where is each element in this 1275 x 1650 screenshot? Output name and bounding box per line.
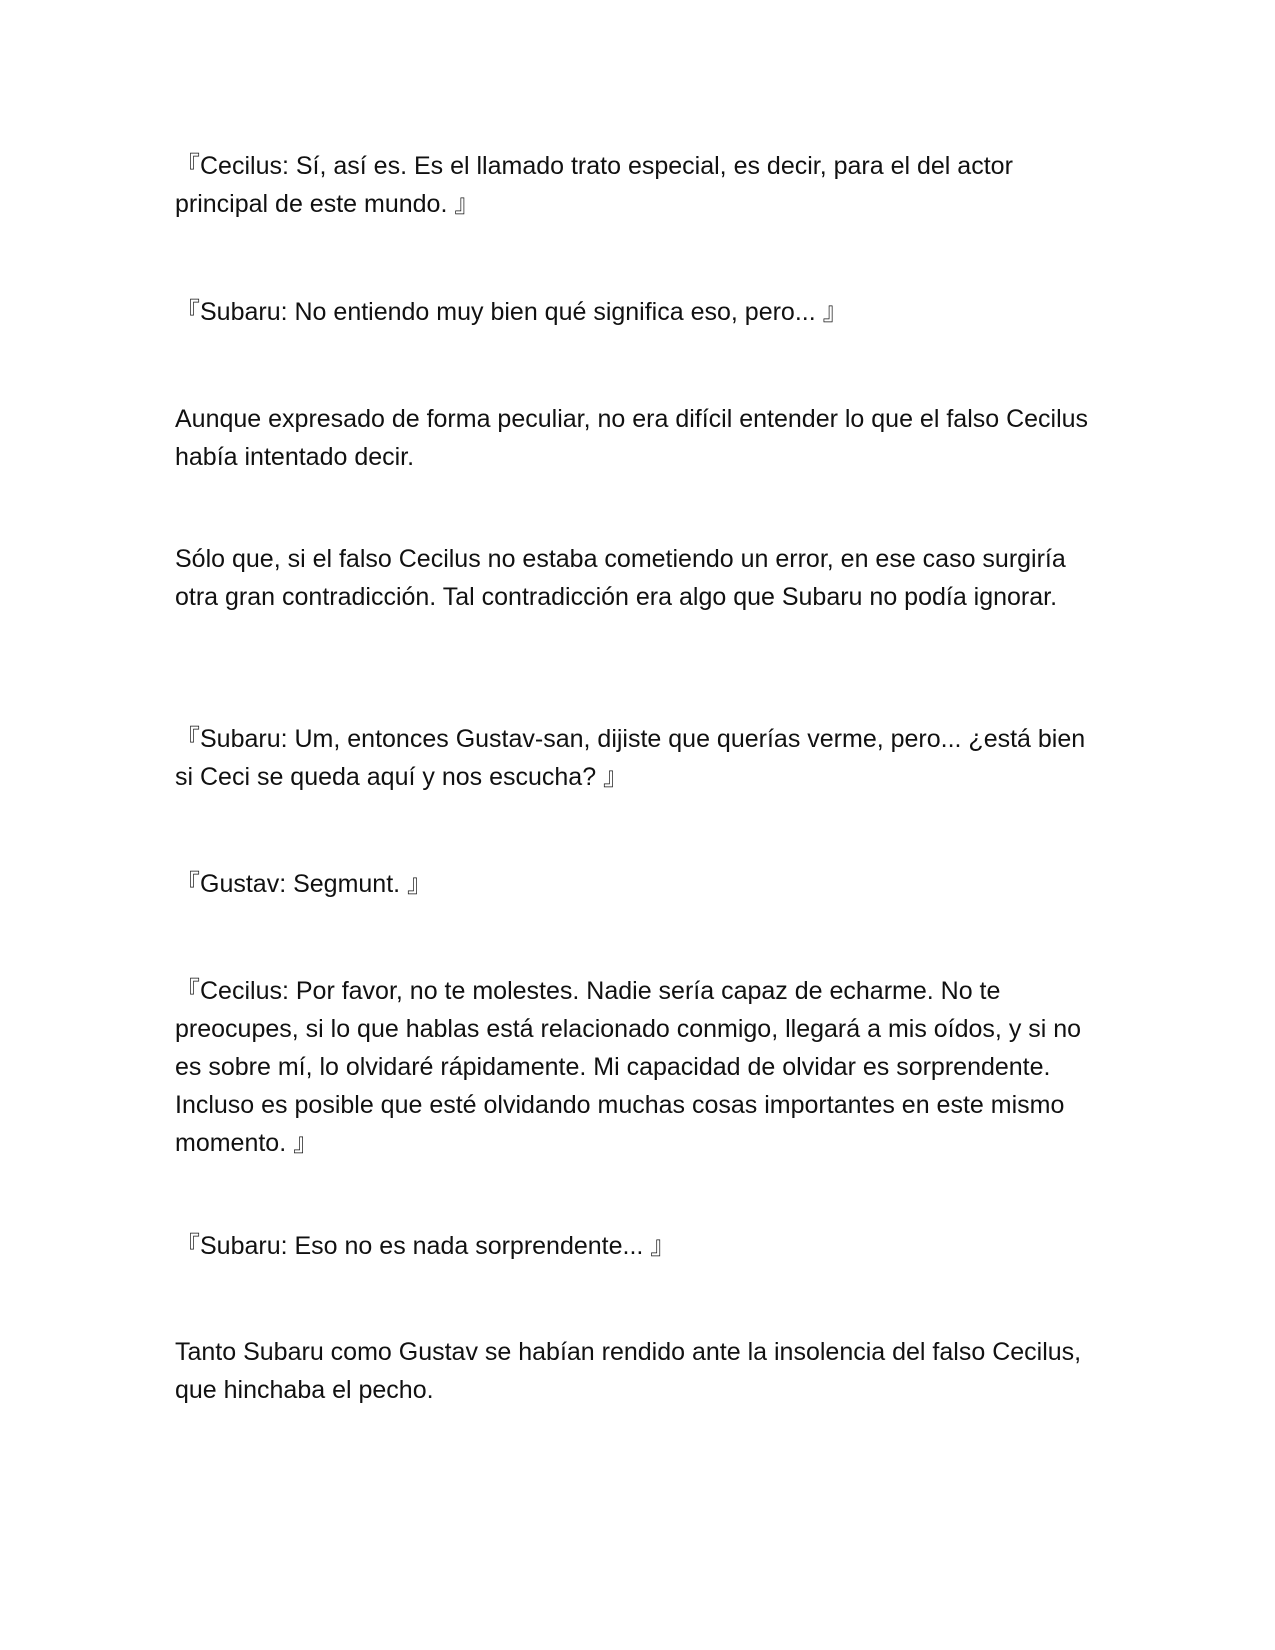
narration-paragraph-2: Sólo que, si el falso Cecilus no estaba cometiendo un error, en ese caso surgiría otra gran contradicción. Tal contradicción era algo que Subaru no podía ignorar. [175,545,1066,611]
dialogue-paragraph-cecilus-2: 『Cecilus: Por favor, no te molestes. Nadie sería capaz de echarme. No te preocupes, si lo que hablas está relacionado conmigo, llegará a mis oídos, y si no es sobre mí, lo olvidaré rápidamente. Mi capacidad de olvidar es sorprendente. Incluso es posible que esté olvidando muchas cosas importantes en este mismo momento. 』 [175,977,1082,1157]
dialogue-paragraph-gustav-1: 『Gustav: Segmunt. 』 [175,870,433,898]
dialogue-paragraph-cecilus-1: 『Cecilus: Sí, así es. Es el llamado trato especial, es decir, para el del actor principal de este mundo. 』 [175,152,1013,218]
dialogue-paragraph-subaru-1: 『Subaru: No entiendo muy bien qué significa eso, pero... 』 [175,298,848,326]
narration-paragraph-3: Tanto Subaru como Gustav se habían rendido ante la insolencia del falso Cecilus, que hinchaba el pecho. [175,1338,1082,1404]
dialogue-paragraph-subaru-3: 『Subaru: Eso no es nada sorprendente... 』 [175,1232,676,1260]
dialogue-paragraph-subaru-2: 『Subaru: Um, entonces Gustav-san, dijiste que querías verme, pero... ¿está bien si Ceci se queda aquí y nos escucha? 』 [175,725,1086,791]
narration-paragraph-1: Aunque expresado de forma peculiar, no era difícil entender lo que el falso Cecilus había intentado decir. [175,405,1089,471]
